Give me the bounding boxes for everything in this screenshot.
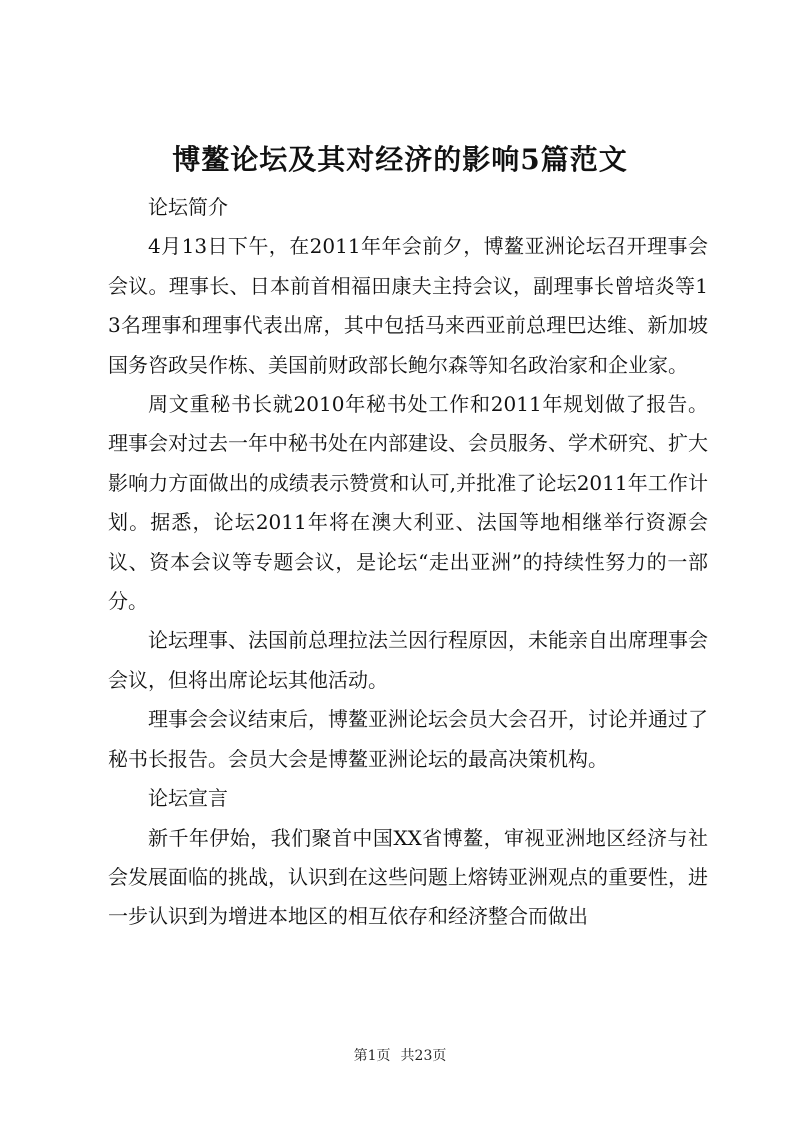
paragraph: 论坛理事、法国前总理拉法兰因行程原因，未能亲自出席理事会会议，但将出席论坛其他活动。 (108, 628, 708, 692)
page-total: 共23页 (400, 1048, 447, 1064)
paragraph: 4月13日下午，在2011年年会前夕，博鳌亚洲论坛召开理事会会议。理事长、日本前首相福田康夫主持会议，副理事长曾培炎等13名理事和理事代表出席，其中包括马来西亚前总理巴达维、新加坡国务咨政吴作栋、美国前财政部长鲍尔森等知名政治家和企业家。 (108, 234, 708, 377)
paragraph: 新千年伊始，我们聚首中国XX省博鳌，审视亚洲地区经济与社会发展面临的挑战，认识到在这些问题上熔铸亚洲观点的重要性，进一步认识到为增进本地区的相互依存和经济整合而做出 (108, 825, 708, 929)
page-footer (0, 1046, 800, 1066)
paragraph: 周文重秘书长就2010年秘书处工作和2011年规划做了报告。理事会对过去一年中秘书处在内部建设、会员服务、学术研究、扩大影响力方面做出的成绩表示赞赏和认可,并批准了论坛2011年工作计划。据悉，论坛2011年将在澳大利亚、法国等地相继举行资源会议、资本会议等专题会议，是论坛“走出亚洲”的持续性努力的一部分。 (108, 392, 708, 614)
page-number: 第1页 (353, 1048, 391, 1064)
document-title: 博鳌论坛及其对经济的影响5篇范文 (172, 143, 628, 176)
paragraph: 理事会会议结束后，博鳌亚洲论坛会员大会召开，讨论并通过了秘书长报告。会员大会是博鳌亚洲论坛的最高决策机构。 (108, 707, 708, 771)
document-body (108, 188, 708, 937)
section-heading-declaration: 论坛宣言 (148, 786, 228, 811)
section-heading-intro: 论坛简介 (148, 195, 228, 219)
